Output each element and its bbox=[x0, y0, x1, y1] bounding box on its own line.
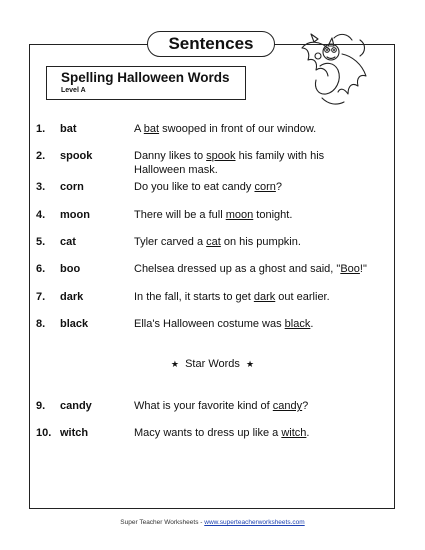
worksheet-level: Level A bbox=[61, 87, 86, 94]
worksheet-title: Spelling Halloween Words bbox=[61, 70, 230, 85]
star-icon: ★ bbox=[246, 359, 255, 369]
page-title: Sentences bbox=[147, 31, 275, 57]
star-icon: ★ bbox=[170, 359, 179, 369]
star-words-heading: ★ Star Words ★ bbox=[170, 358, 255, 370]
footer-link[interactable]: www.superteacherworksheets.com bbox=[204, 519, 305, 526]
footer: Super Teacher Worksheets - www.superteacherworksheets.com bbox=[120, 519, 305, 526]
bat-icon bbox=[300, 26, 376, 112]
worksheet-title-box bbox=[46, 66, 246, 100]
